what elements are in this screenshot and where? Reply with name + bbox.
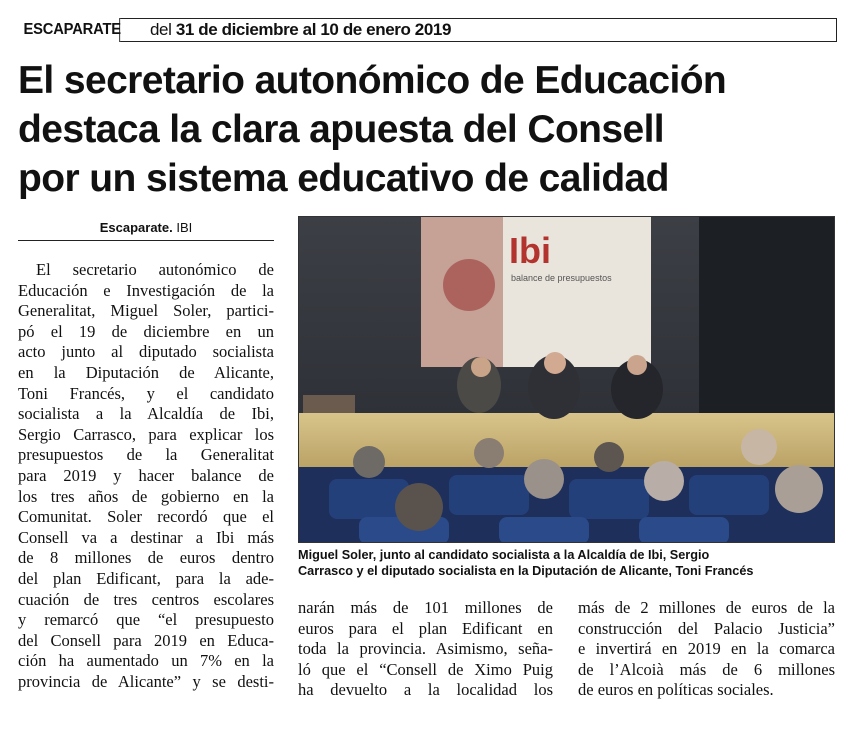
headline-line: El secretario autonómico de Educación — [18, 59, 727, 102]
text-line: Toni Francés, y el candidato — [18, 383, 274, 403]
event-photo — [298, 216, 835, 543]
text-line: toda la provincia. Asimismo, seña- — [298, 639, 553, 659]
article-headline — [18, 56, 848, 203]
byline-source: Escaparate. — [99, 220, 173, 235]
text-line: El secretario autonómico de — [36, 260, 274, 279]
text-line: e invertirá en 2019 en la comarca — [578, 639, 835, 659]
text-line: ción ha aumentado un 7% en la — [18, 651, 274, 671]
text-line: acto junto al diputado socialista — [18, 342, 274, 362]
text-line: de l’Alcoià más de 6 millones — [578, 659, 835, 679]
date-end-month: de enero 2019 — [342, 20, 452, 39]
text-line: ha devuelto a la localidad los — [298, 680, 553, 700]
text-line: socialista a la Alcaldía de Ibi, — [18, 404, 274, 424]
section-tag: ESCAPARATE — [18, 18, 120, 42]
text-line: Sergio Carrasco, para explicar los — [18, 424, 274, 444]
date-day-start: 31 — [175, 20, 194, 39]
article-column-1 — [18, 260, 274, 692]
text-line: cuación de tres centros escolares — [18, 589, 274, 609]
text-line: Educación e Investigación de la — [18, 280, 274, 300]
photo-caption — [298, 547, 838, 579]
article-column-3 — [578, 598, 835, 701]
text-line: provincia de Alicante” y se desti- — [18, 671, 274, 691]
text-line: presupuestos de la Generalitat — [18, 445, 274, 465]
text-line: y remarcó que “el presupuesto — [18, 610, 274, 630]
headline-line: por un sistema educativo de calidad — [18, 157, 669, 200]
article-column-2 — [298, 598, 553, 701]
text-line: de euros en políticas sociales. — [578, 680, 774, 700]
caption-line: Miguel Soler, junto al candidato socialista a la Alcaldía de Ibi, Sergio — [298, 548, 710, 562]
text-line: narán más de 101 millones de — [298, 598, 553, 617]
text-line: en la Diputación de Alicante, — [18, 362, 274, 382]
text-line: del Consell para 2019 en Educa- — [18, 630, 274, 650]
text-line: Comunitat. Soler recordó que el — [18, 507, 274, 527]
photo-illustration — [299, 217, 835, 543]
caption-line: Carrasco y el diputado socialista en la Diputación de Alicante, Toni Francés — [298, 564, 754, 578]
text-line: Generalitat, Miguel Soler, partici- — [18, 301, 274, 321]
byline — [18, 218, 274, 241]
byline-place: IBI — [176, 220, 193, 235]
text-line: más de 2 millones de euros de la — [578, 598, 835, 617]
date-day-end: 10 — [320, 20, 339, 39]
issue-dates — [150, 19, 451, 41]
text-line: ló que el “Consell de Ximo Puig — [298, 659, 553, 679]
screen-subtitle: balance de presupuestos — [511, 273, 612, 283]
text-line: Consell va a destinar a Ibi más — [18, 527, 274, 547]
text-line: para 2019 y hacer balance de — [18, 465, 274, 485]
text-line: del plan Edificant, para la ade- — [18, 568, 274, 588]
screen-title: Ibi — [509, 230, 551, 271]
text-line: de 8 millones de euros dentro — [18, 548, 274, 568]
text-line: euros para el plan Edificant en — [298, 618, 553, 638]
date-mid: de diciembre al — [198, 20, 317, 39]
date-prefix: del — [150, 20, 172, 39]
headline-line: destaca la clara apuesta del Consell — [18, 108, 665, 151]
text-line: los tres años de gobierno en la — [18, 486, 274, 506]
text-line: construcción del Palacio Justicia” — [578, 618, 835, 638]
text-line: pó el 19 de diciembre en un — [18, 321, 274, 341]
